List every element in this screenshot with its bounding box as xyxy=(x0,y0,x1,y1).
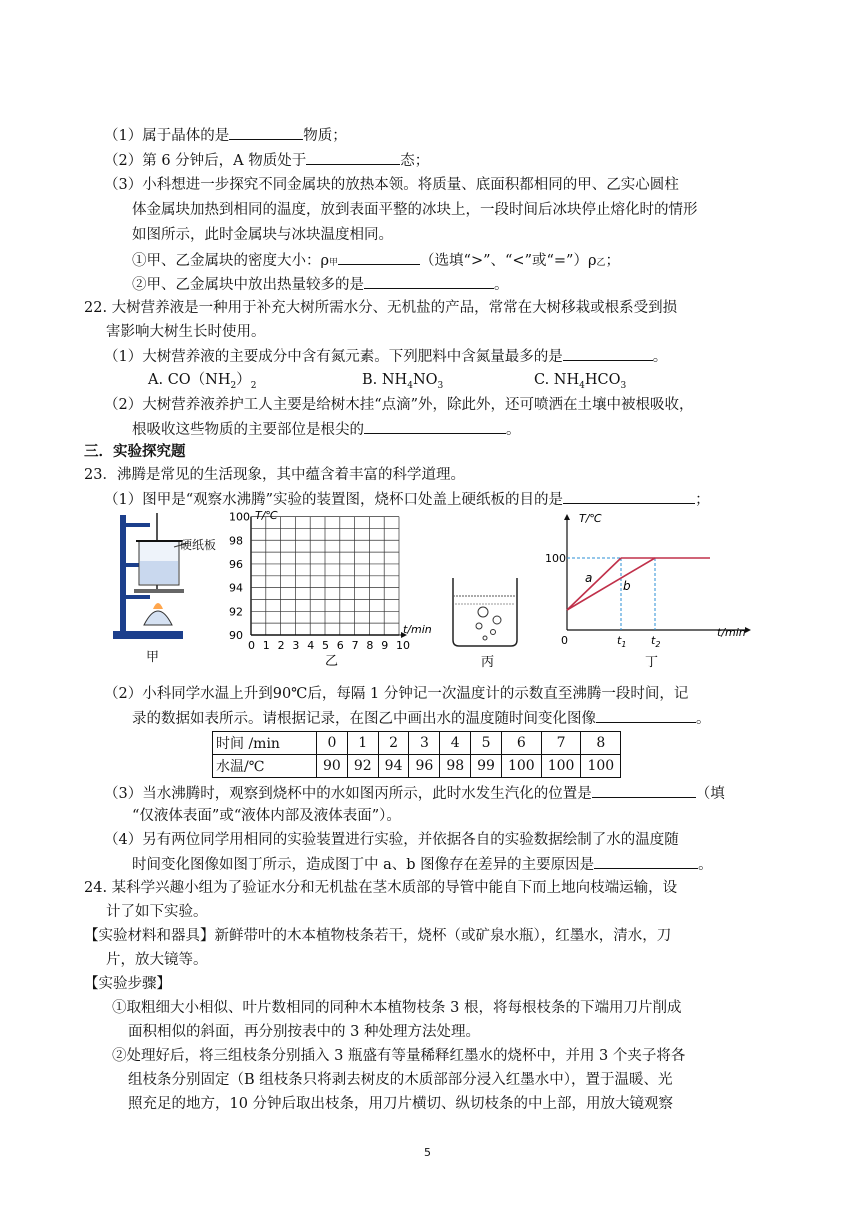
materials-line2: 片，放大镜等。 xyxy=(106,952,208,968)
q22-option-a[interactable]: A. $CO(NH_2)_2$ xyxy=(148,372,257,391)
yi-x-tick: 10 xyxy=(396,639,410,652)
yi-y-tick: 92 xyxy=(229,605,243,619)
step1-line1: ①取粗细大小相似、叶片数相同的同种木本植物枝条 3 根，将每根枝条的下端用刀片削成 xyxy=(112,1000,682,1016)
figure-bing-beaker xyxy=(445,560,525,670)
figure-bing-caption: 丙 xyxy=(481,655,495,670)
yi-y-tick: 90 xyxy=(229,629,243,642)
q23-part3-line2: “仅液体表面”或“液体内部及液体表面”）。 xyxy=(132,808,401,824)
step1-line2: 面积相似的斜面，再分别按表中的 3 种处理方法处理。 xyxy=(128,1024,480,1040)
ding-curve-b-label: b xyxy=(623,579,631,593)
table-cell: 5 xyxy=(471,732,502,755)
q21-part1: （1）属于晶体的是 物质； xyxy=(104,125,347,146)
yi-x-tick: 9 xyxy=(381,639,389,652)
table-cell: 2 xyxy=(378,732,409,755)
q21-part3-density: ①甲、乙金属块的密度大小：ρ甲 （选填“>”、“<”或“=”）ρ乙； xyxy=(132,250,620,273)
q23-part2-line1: （2）小科同学水温上升到90℃后，每隔 1 分钟记一次温度计的示数直至沸腾一段时间，记 xyxy=(104,686,689,702)
answer-blank[interactable] xyxy=(592,783,696,798)
q22-option-b[interactable]: B. $NH_4NO_3$ xyxy=(362,372,444,391)
page-number: 5 xyxy=(424,1146,431,1159)
figure-yi-caption: 乙 xyxy=(325,654,339,669)
q21-part3-line2: 体金属块加热到相同的温度，放到表面平整的冰块上，一段时间后冰块停止熔化时的情形 xyxy=(132,202,698,218)
table-cell: 100 xyxy=(541,755,581,778)
ding-origin: 0 xyxy=(561,634,568,647)
yi-y-tick: 96 xyxy=(229,557,243,571)
figure-yi-grid[interactable] xyxy=(225,505,440,670)
answer-blank[interactable] xyxy=(563,489,695,504)
answer-blank[interactable] xyxy=(306,150,400,165)
table-cell: 8 xyxy=(581,732,621,755)
table-cell: 92 xyxy=(347,755,378,778)
table-header-temp: 水温/℃ xyxy=(213,755,317,778)
q22-part1: （1）大树营养液的主要成分中含有氮元素。下列肥料中含氮量最多的是 。 xyxy=(104,346,667,367)
table-row xyxy=(213,732,621,755)
answer-blank[interactable] xyxy=(364,274,494,289)
yi-x-tick: 7 xyxy=(351,639,359,652)
answer-blank[interactable] xyxy=(563,346,653,361)
yi-y-tick: 100 xyxy=(229,510,250,524)
q23-part4-line1: （4）另有两位同学用相同的实验装置进行实验，并依据各自的实验数据绘制了水的温度随 xyxy=(104,832,679,848)
q21-part3-heat: ②甲、乙金属块中放出热量较多的是 。 xyxy=(132,274,509,295)
table-cell: 6 xyxy=(501,732,541,755)
step2-line2: 组枝条分别固定（B 组枝条只将剥去树皮的木质部部分浸入红墨水中），置于温暖、光 xyxy=(128,1072,673,1088)
ding-t2: $t_2$ xyxy=(651,634,661,649)
table-cell: 90 xyxy=(317,755,348,778)
q22-stem-line2: 害影响大树生长时使用。 xyxy=(106,324,266,340)
yi-x-tick: 8 xyxy=(366,639,374,652)
table-cell: 4 xyxy=(440,732,471,755)
q24-stem-line2: 计了如下实验。 xyxy=(106,904,208,920)
yi-x-tick: 2 xyxy=(277,639,285,652)
section-title: 三．实验探究题 xyxy=(84,443,186,460)
table-row xyxy=(213,755,621,778)
steps-heading: 【实验步骤】 xyxy=(84,976,171,992)
ding-x-axis-label: t/min xyxy=(717,626,746,639)
record-table xyxy=(212,731,621,778)
yi-x-tick: 6 xyxy=(336,639,344,652)
yi-y-axis-label: T/℃ xyxy=(255,509,278,522)
q22-part2-line1: （2）大树营养液养护工人主要是给树木挂“点滴”外，除此外，还可喷洒在土壤中被根吸收， xyxy=(104,397,694,413)
table-header-time: 时间 /min xyxy=(213,732,317,755)
yi-x-tick: 0 xyxy=(248,639,255,652)
q23-part1: （1）图甲是“观察水沸腾”实验的装置图，烧杯口处盖上硬纸板的目的是 ； xyxy=(104,489,710,510)
ding-y-axis-label: T/℃ xyxy=(579,512,602,525)
materials-line1: 【实验材料和器具】新鲜带叶的木本植物枝条若干，烧杯（或矿泉水瓶），红墨水，清水，刀 xyxy=(84,928,672,944)
table-cell: 100 xyxy=(501,755,541,778)
answer-blank[interactable] xyxy=(338,250,420,265)
yi-x-tick: 1 xyxy=(262,639,270,652)
table-cell: 94 xyxy=(378,755,409,778)
ding-t1: $t_1$ xyxy=(617,634,627,649)
answer-blank[interactable] xyxy=(596,708,696,723)
table-cell: 100 xyxy=(581,755,621,778)
yi-y-tick: 98 xyxy=(229,534,243,548)
ding-y-tick-100: 100 xyxy=(545,552,566,565)
q21-part2: （2）第 6 分钟后，A 物质处于 态； xyxy=(104,150,429,171)
q22-option-c[interactable]: C. $NH_4HCO_3$ xyxy=(534,372,627,391)
table-cell: 0 xyxy=(317,732,348,755)
table-cell: 99 xyxy=(471,755,502,778)
answer-blank[interactable] xyxy=(364,419,506,434)
step2-line3: 照充足的地方，10 分钟后取出枝条，用刀片横切、纵切枝条的中上部，用放大镜观察 xyxy=(128,1096,674,1112)
step2-line1: ②处理好后，将三组枝条分别插入 3 瓶盛有等量稀释红墨水的烧杯中，并用 3 个夹子将各 xyxy=(112,1048,686,1064)
ding-curve-a-label: a xyxy=(585,571,593,585)
table-cell: 1 xyxy=(347,732,378,755)
yi-y-tick: 94 xyxy=(229,581,243,595)
figure-jia-caption: 甲 xyxy=(146,650,160,665)
figure-ding-caption: 丁 xyxy=(645,655,659,670)
q23-part4-line2: 时间变化图像如图丁所示，造成图丁中 a、b 图像存在差异的主要原因是 。 xyxy=(132,854,713,875)
q23-stem: 23．沸腾是常见的生活现象，其中蕴含着丰富的科学道理。 xyxy=(84,467,465,483)
figure-ding-graph xyxy=(545,510,755,670)
yi-x-tick: 3 xyxy=(292,639,300,652)
table-cell: 98 xyxy=(440,755,471,778)
q22-stem-line1: 22. 大树营养液是一种用于补充大树所需水分、无机盐的产品，常常在大树移栽或根系受到损 xyxy=(84,300,678,316)
answer-blank[interactable] xyxy=(594,854,698,869)
yi-x-tick: 5 xyxy=(322,639,329,652)
q22-part2-line2: 根吸收这些物质的主要部位是根尖的 。 xyxy=(132,419,521,440)
q23-part2-line2: 录的数据如表所示。请根据记录，在图乙中画出水的温度随时间变化图像 。 xyxy=(132,708,711,729)
table-cell: 96 xyxy=(409,755,440,778)
board-label: 硬纸板 xyxy=(180,538,217,552)
q21-part3-line1: （3）小科想进一步探究不同金属块的放热本领。将质量、底面积都相同的甲、乙实心圆柱 xyxy=(104,177,679,193)
table-cell: 3 xyxy=(409,732,440,755)
q21-part3-line3: 如图所示，此时金属块与冰块温度相同。 xyxy=(132,227,393,243)
q23-part3-line1: （3）当水沸腾时，观察到烧杯中的水如图丙所示，此时水发生汽化的位置是 （填 xyxy=(104,783,725,804)
q24-stem-line1: 24. 某科学兴趣小组为了验证水分和无机盐在茎木质部的导管中能自下而上地向枝端运输，设 xyxy=(84,880,678,896)
figure-jia-apparatus xyxy=(108,505,218,665)
answer-blank[interactable] xyxy=(229,125,303,140)
yi-x-tick: 4 xyxy=(307,639,315,652)
yi-x-axis-label: t/min xyxy=(403,623,432,636)
table-cell: 7 xyxy=(541,732,581,755)
